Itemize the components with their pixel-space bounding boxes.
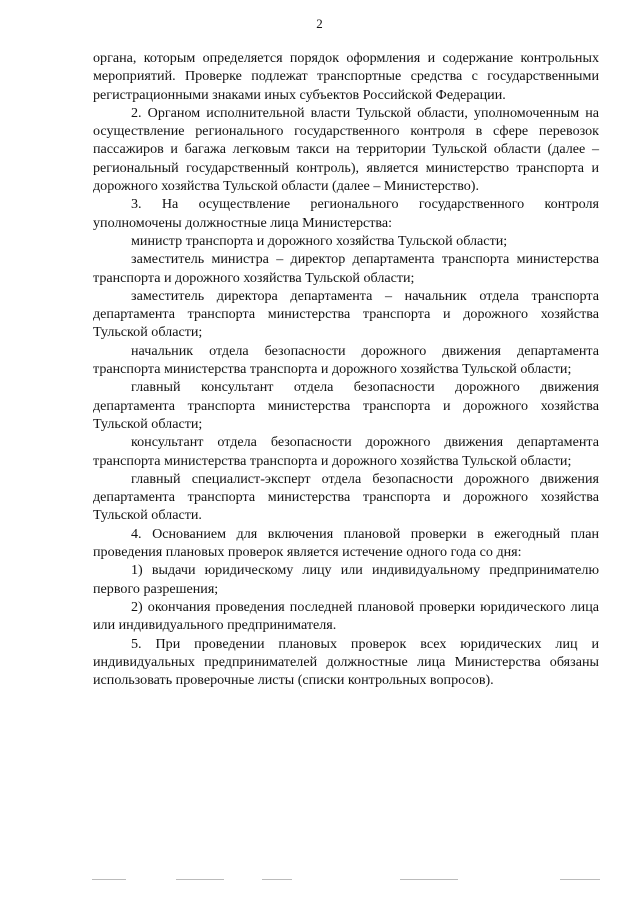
paragraph: 3. На осуществление регионального государственного контроля уполномочены должностные лица Министерства: [93,196,599,231]
scan-mark [176,879,224,880]
document-body [93,49,599,689]
scan-mark [262,879,292,880]
scan-artifacts [0,876,639,884]
paragraph: 4. Основанием для включения плановой проверки в ежегодный план проведения плановых проверок является истечение одного года со дня: [93,525,599,561]
paragraph: 5. При проведении плановых проверок всех юридических лиц и индивидуальных предпринимателей должностные лица Министерства обязаны использовать проверочные листы (списки контрольных вопросов). [93,635,599,689]
scan-mark [400,879,458,880]
paragraph: консультант отдела безопасности дорожного движения департамента транспорта министерства транспорта и дорожного хозяйства Тульской области; [93,434,599,469]
paragraph: заместитель министра – директор департамента транспорта министерства транспорта и дорожного хозяйства Тульской области; [93,251,599,286]
scan-mark [560,879,600,880]
paragraph: заместитель директора департамента – начальник отдела транспорта департамента транспорта министерства транспорта и дорожного хозяйства Тульской области; [93,287,599,341]
paragraph: начальник отдела безопасности дорожного движения департамента транспорта министерства транспорта и дорожного хозяйства Тульской области; [93,342,599,378]
page-number: 2 [316,16,323,31]
paragraph: 1) выдачи юридическому лицу или индивидуальному предпринимателю первого разрешения; [93,562,599,597]
paragraph: главный консультант отдела безопасности дорожного движения департамента транспорта министерства транспорта и дорожного хозяйства Тульской области; [93,379,599,432]
paragraph: органа, которым определяется порядок оформления и содержание контрольных мероприятий. Проверке подлежат транспортные средства с государственными регистрационными знаками иных субъектов Российской Федерации. [93,50,599,103]
paragraph: главный специалист-эксперт отдела безопасности дорожного движения департамента транспорта министерства транспорта и дорожного хозяйства Тульской области. [93,470,599,524]
paragraph: 2) окончания проведения последней плановой проверки юридического лица или индивидуального предпринимателя. [93,598,599,634]
scan-mark [92,879,126,880]
paragraph: 2. Органом исполнительной власти Тульской области, уполномоченным на осуществление регионального государственного контроля в сфере перевозок пассажиров и багажа легковым такси на территории Тульской области (далее – региональный государственный контроль), является министерство транспорта и дорожного хозяйства Тульской области (далее – Министерство). [93,104,599,195]
paragraph: министр транспорта и дорожного хозяйства Тульской области; [131,232,508,249]
